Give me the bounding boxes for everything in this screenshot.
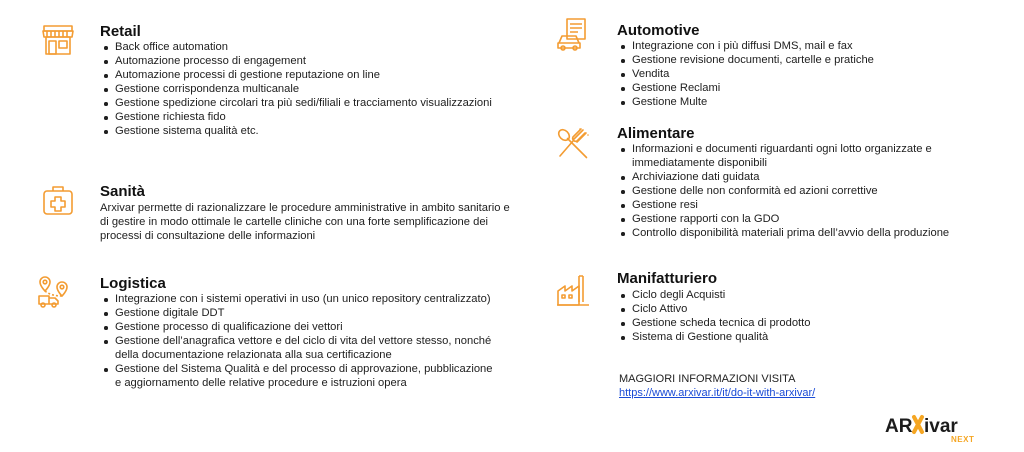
retail-list [101, 40, 505, 138]
list-item: Automazione processo di engagement [115, 54, 505, 68]
list-item: Controllo disponibilità materiali prima dell’avvio della produzione [632, 226, 1012, 240]
list-item: Sistema di Gestione qualità [632, 330, 1012, 344]
factory-icon [555, 273, 591, 309]
delivery-map-icon [36, 274, 72, 310]
list-item: Gestione digitale DDT [115, 306, 500, 320]
list-item: Ciclo degli Acquisti [632, 288, 1012, 302]
alimentare-list [618, 142, 1012, 240]
list-item: Gestione revisione documenti, cartelle e pratiche [632, 53, 1022, 67]
logistica-title: Logistica [100, 275, 166, 292]
list-item: Gestione rapporti con la GDO [632, 212, 1012, 226]
sanita-title: Sanità [100, 183, 146, 200]
automotive-title: Automotive [617, 22, 700, 39]
list-item: Gestione resi [632, 198, 1012, 212]
list-item: Gestione sistema qualità etc. [115, 124, 505, 138]
list-item: Gestione dell’anagrafica vettore e del ciclo di vita del vettore stesso, nonché della documentazione relazionata alla sua certificazione [115, 334, 500, 362]
list-item: Gestione processo di qualificazione dei vettori [115, 320, 500, 334]
list-item: Gestione Multe [632, 95, 1022, 109]
svg-text:AR: AR [885, 416, 913, 437]
svg-text:NEXT: NEXT [951, 435, 975, 444]
retail-title: Retail [100, 23, 141, 40]
list-item: Gestione scheda tecnica di prodotto [632, 316, 1012, 330]
list-item: Back office automation [115, 40, 505, 54]
more-info-label: MAGGIORI INFORMAZIONI VISITA [619, 373, 796, 385]
alimentare-title: Alimentare [617, 125, 695, 142]
list-item: Automazione processi di gestione reputazione on line [115, 68, 505, 82]
list-item: Gestione corrispondenza multicanale [115, 82, 505, 96]
list-item: Gestione del Sistema Qualità e del processo di approvazione, pubblicazione e aggiornamento delle relative procedure e istruzioni opera [115, 362, 500, 390]
svg-text:ivar: ivar [924, 416, 958, 437]
list-item: Integrazione con i sistemi operativi in uso (un unico repository centralizzato) [115, 292, 500, 306]
manifatturiero-title: Manifatturiero [617, 270, 718, 287]
list-item: Vendita [632, 67, 1022, 81]
list-item: Gestione Reclami [632, 81, 1022, 95]
list-item: Integrazione con i più diffusi DMS, mail e fax [632, 39, 1022, 53]
list-item: Gestione delle non conformità ed azioni correttive [632, 184, 1012, 198]
first-aid-kit-icon [40, 182, 76, 218]
automotive-list [618, 39, 1022, 109]
store-icon [40, 22, 76, 58]
fork-spoon-icon [555, 127, 591, 163]
list-item: Informazioni e documenti riguardanti ogni lotto organizzate e immediatamente disponibili [632, 142, 1012, 170]
list-item: Gestione richiesta fido [115, 110, 505, 124]
list-item: Gestione spedizione circolari tra più sedi/filiali e tracciamento visualizzazioni [115, 96, 505, 110]
arxivar-next-logo [885, 413, 995, 445]
logistica-list [101, 292, 500, 390]
list-item: Archiviazione dati guidata [632, 170, 1012, 184]
list-item: Ciclo Attivo [632, 302, 1012, 316]
manifatturiero-list [618, 288, 1012, 344]
car-document-icon [555, 16, 591, 52]
more-info-link[interactable]: https://www.arxivar.it/it/do-it-with-arxivar/ [619, 387, 816, 399]
sanita-description: Arxivar permette di razionalizzare le procedure amministrative in ambito sanitario e di gestire in modo ottimale le cartelle cliniche con una forte semplificazione dei processi di consultazione delle informazioni [100, 202, 510, 242]
